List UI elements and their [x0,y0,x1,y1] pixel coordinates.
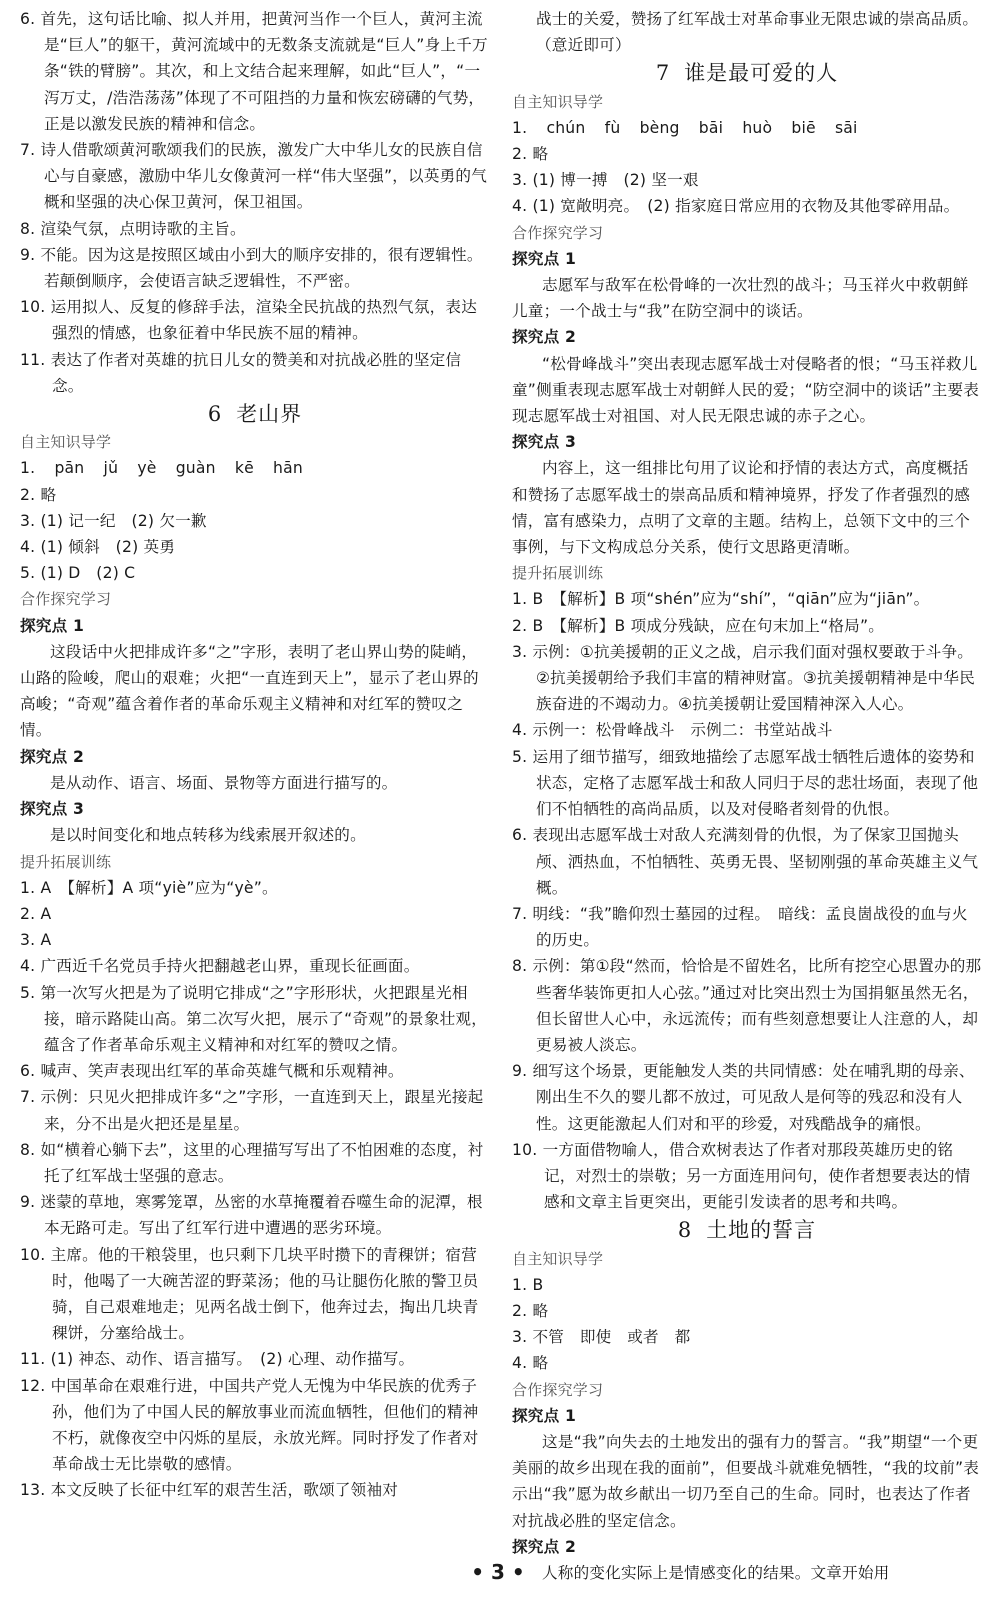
answer-item: 2. 略 [512,145,549,164]
explore-point-text: 内容上，这一组排比句用了议论和抒情的表达方式，高度概括和赞扬了志愿军战士的崇高品质和精神境界，抒发了作者强烈的感情，富有感染力，点明了文章的主题。结构上，总领下文中的三个事例，与下文构成总分关系，使行文思路更清晰。 [512,459,971,557]
explore-point-label: 探究点 2 [512,328,577,347]
answer-item: 11. 表达了作者对英雄的抗日儿女的赞美和对抗战必胜的坚定信念。 [20,350,462,395]
answer-item: 10. 主席。他的干粮袋里，也只剩下几块平时攒下的青稞饼；宿营时，他喝了一大碗苦涩的野菜汤；他的马让腿伤化脓的警卫员骑，自己艰难地走；见两名战士倒下，他奔过去，掏出几块青稞饼，分塞给战士。 [20,1245,479,1343]
right-column [512,6,982,1586]
page-number: • 3 • [471,1560,525,1584]
answer-item: 13. 本文反映了长征中红军的艰苦生活，歌颂了领袖对 [20,1481,399,1500]
answer-item: 6. 首先，这句话比喻、拟人并用，把黄河当作一个巨人，黄河主流是“巨人”的躯干，黄河流域中的无数条支流就是“巨人”身上千万条“铁的臂膀”。其次，和上文结合起来理解，如此“巨人”，“一泻万丈，/浩浩荡荡”体现了不可阻挡的力量和恢宏磅礴的气势，正是以激发民族的精神和信念。 [20,10,488,133]
explore-point-label: 探究点 1 [512,1406,577,1425]
answer-item: 1. pān jǔ yè guàn kē hān [20,459,303,478]
answer-item: 3. A [20,931,52,950]
explore-point-text: 是以时间变化和地点转移为线索展开叙述的。 [50,826,366,845]
section-heading: 自主知识导学 [512,1249,604,1268]
answer-item: 10. 运用拟人、反复的修辞手法，渲染全民抗战的热烈气氛，表达强烈的情感，也象征着中华民族不屈的精神。 [20,298,478,343]
answer-item: 8. 渲染气氛，点明诗歌的主旨。 [20,219,246,238]
answer-item: 5. 第一次写火把是为了说明它排成“之”字形形状，火把跟星光相接，暗示路陡山高。第二次写火把，展示了“奇观”的景象壮观，蕴含了作者革命乐观主义精神和对红军的赞叹之情。 [20,983,487,1054]
answer-item: 3. 示例：①抗美援朝的正义之战，启示我们面对强权要敢于斗争。②抗美援朝给予我们丰富的精神财富。③抗美援朝精神是中华民族奋进的不竭动力。④抗美援朝让爱国精神深入人心。 [512,642,975,714]
answer-item: 2. 略 [20,485,57,504]
explore-point-text: 是从动作、语言、场面、景物等方面进行描写的。 [50,773,398,792]
answer-item: 1. chún fù bèng bāi huò biē sāi [512,118,858,137]
answer-item: 8. 如“横着心躺下去”，这里的心理描写写出了不怕困难的态度，衬托了红军战士坚强的意志。 [20,1140,484,1185]
explore-point-text: 人称的变化实际上是情感变化的结果。文章开始用 [542,1563,890,1582]
answer-item: 7. 示例：只见火把排成许多“之”字形，一直连到天上，跟星光接起来，分不出是火把还是星星。 [20,1088,484,1133]
answer-item: 9. 细写这个场景，更能触发人类的共同情感：处在哺乳期的母亲、刚出生不久的婴儿都不放过，可见敌人是何等的残忍和没有人性。这更能激起人们对和平的珍爱，对残酷战争的痛恨。 [512,1062,975,1133]
section-heading: 合作探究学习 [512,223,604,242]
left-column [20,6,490,1504]
explore-point-text: 志愿军与敌军在松骨峰的一次壮烈的战斗；马玉祥火中救朝鲜儿童；一个战士与“我”在防空洞中的谈话。 [512,276,969,321]
answer-item: 9. 不能。因为这是按照区域由小到大的顺序安排的，很有逻辑性。若颠倒顺序，会使语言缺乏逻辑性，不严密。 [20,245,483,291]
answer-item: 2. 略 [512,1301,549,1320]
answer-item: 7. 明线：“我”瞻仰烈士墓园的过程。 暗线：孟良崮战役的血与火的历史。 [512,904,968,950]
answer-item: 11. (1) 神态、动作、语言描写。 (2) 心理、动作描写。 [20,1350,415,1369]
section-heading: 提升拓展训练 [20,852,112,871]
explore-point-label: 探究点 3 [20,800,85,819]
explore-point-text: “松骨峰战斗”突出表现志愿军战士对侵略者的恨；“马玉祥救儿童”侧重表现志愿军战士对朝鲜人民的爱；“防空洞中的谈话”主要表现志愿军战士对祖国、对人民无限忠诚的赤子之心。 [512,354,980,426]
section-heading: 提升拓展训练 [512,564,604,583]
answer-item: 10. 一方面借物喻人，借合欢树表达了作者对那段英雄历史的铭记，对烈士的崇敬；另一方面连用问句，使作者想要表达的情感和文章主旨更突出，更能引发读者的思考和共鸣。 [512,1140,971,1212]
answer-continuation: 战士的关爱，赞扬了红军战士对革命事业无限忠诚的崇高品质。（意近即可） [536,10,979,55]
answer-item: 9. 迷蒙的草地，寒雾笼罩，丛密的水草掩覆着吞噬生命的泥潭，根本无路可走。写出了红军行进中遭遇的恶劣环境。 [20,1193,483,1238]
explore-point-text: 这是“我”向失去的土地发出的强有力的誓言。“我”期望“一个更美丽的故乡出现在我的面前”，但要战斗就难免牺牲，“我的坟前”表示出“我”愿为故乡献出一切乃至自己的生命。同时，也表达了作者对抗战必胜的坚定信念。 [512,1432,980,1530]
explore-point-label: 探究点 2 [20,747,85,766]
lesson-title: 8 土地的誓言 [677,1218,817,1243]
explore-point-label: 探究点 2 [512,1537,577,1556]
answer-item: 4. 示例一：松骨峰战斗 示例二：书堂站战斗 [512,721,833,740]
answer-item: 4. (1) 宽敞明亮。 (2) 指家庭日常应用的衣物及其他零碎用品。 [512,197,960,216]
answer-item: 3. (1) 记一纪 (2) 欠一歉 [20,511,207,530]
answer-item: 3. 不管 即使 或者 都 [512,1328,691,1347]
answer-item: 4. 广西近千名党员手持火把翻越老山界，重现长征画面。 [20,957,420,976]
section-heading: 合作探究学习 [512,1380,604,1399]
explore-point-label: 探究点 1 [512,249,577,268]
answer-item: 1. A 【解析】A 项“yiè”应为“yè”。 [20,878,278,897]
explore-point-label: 探究点 3 [512,433,577,452]
answer-item: 12. 中国革命在艰难行进，中国共产党人无愧为中华民族的优秀子孙，他们为了中国人民的解放事业而流血牺牲，但他们的精神不朽，就像夜空中闪烁的星辰，永放光辉。同时抒发了作者对革命战士无比崇敬的感情。 [20,1376,479,1474]
explore-point-label: 探究点 1 [20,616,85,635]
answer-item: 6. 表现出志愿军战士对敌人充满刻骨的仇恨，为了保家卫国抛头颅、洒热血，不怕牺牲、英勇无畏、坚韧刚强的革命英雄主义气概。 [512,826,979,897]
answer-item: 3. (1) 博一搏 (2) 坚一艰 [512,171,699,190]
answer-item: 5. (1) D (2) C [20,564,136,583]
answer-item: 8. 示例：第①段“然而，恰恰是不留姓名，比所有挖空心思置办的那些奢华装饰更扣人心弦。”通过对比突出烈士为国捐躯虽然无名，但长留世人心中，永远流传；而有些刻意想要让人注意的人，却更易被人淡忘。 [512,957,982,1054]
answer-item: 1. B 【解析】B 项“shén”应为“shí”，“qiān”应为“jiān”。 [512,590,930,609]
answer-item: 4. (1) 倾斜 (2) 英勇 [20,538,176,557]
answer-item: 5. 运用了细节描写，细致地描绘了志愿军战士牺牲后遗体的姿势和状态，定格了志愿军战士和敌人同归于尽的悲壮场面，表现了他们不怕牺牲的高尚品质，以及对侵略者刻骨的仇恨。 [512,747,979,819]
answer-item: 7. 诗人借歌颂黄河歌颂我们的民族，激发广大中华儿女的民族自信心与自豪感，激励中华儿女像黄河一样“伟大坚强”，以英勇的气概和坚强的决心保卫黄河，保卫祖国。 [20,141,487,212]
explore-point-text: 这段话中火把排成许多“之”字形，表明了老山界山势的陡峭，山路的险峻，爬山的艰难；火把“一直连到天上”，显示了老山界的高峻；“奇观”蕴含着作者的革命乐观主义精神和对红军的赞叹之情。 [20,642,479,740]
answer-item: 6. 喊声、笑声表现出红军的革命英雄气概和乐观精神。 [20,1062,404,1081]
lesson-title: 7 谁是最可爱的人 [655,61,839,86]
answer-item: 2. B 【解析】B 项成分残缺，应在句末加上“格局”。 [512,616,885,635]
section-heading: 自主知识导学 [512,92,604,111]
answer-item: 1. B [512,1275,544,1294]
section-heading: 自主知识导学 [20,433,112,452]
answer-item: 4. 略 [512,1354,549,1373]
section-heading: 合作探究学习 [20,590,112,609]
answer-item: 2. A [20,904,52,923]
lesson-title: 6 老山界 [207,402,303,427]
